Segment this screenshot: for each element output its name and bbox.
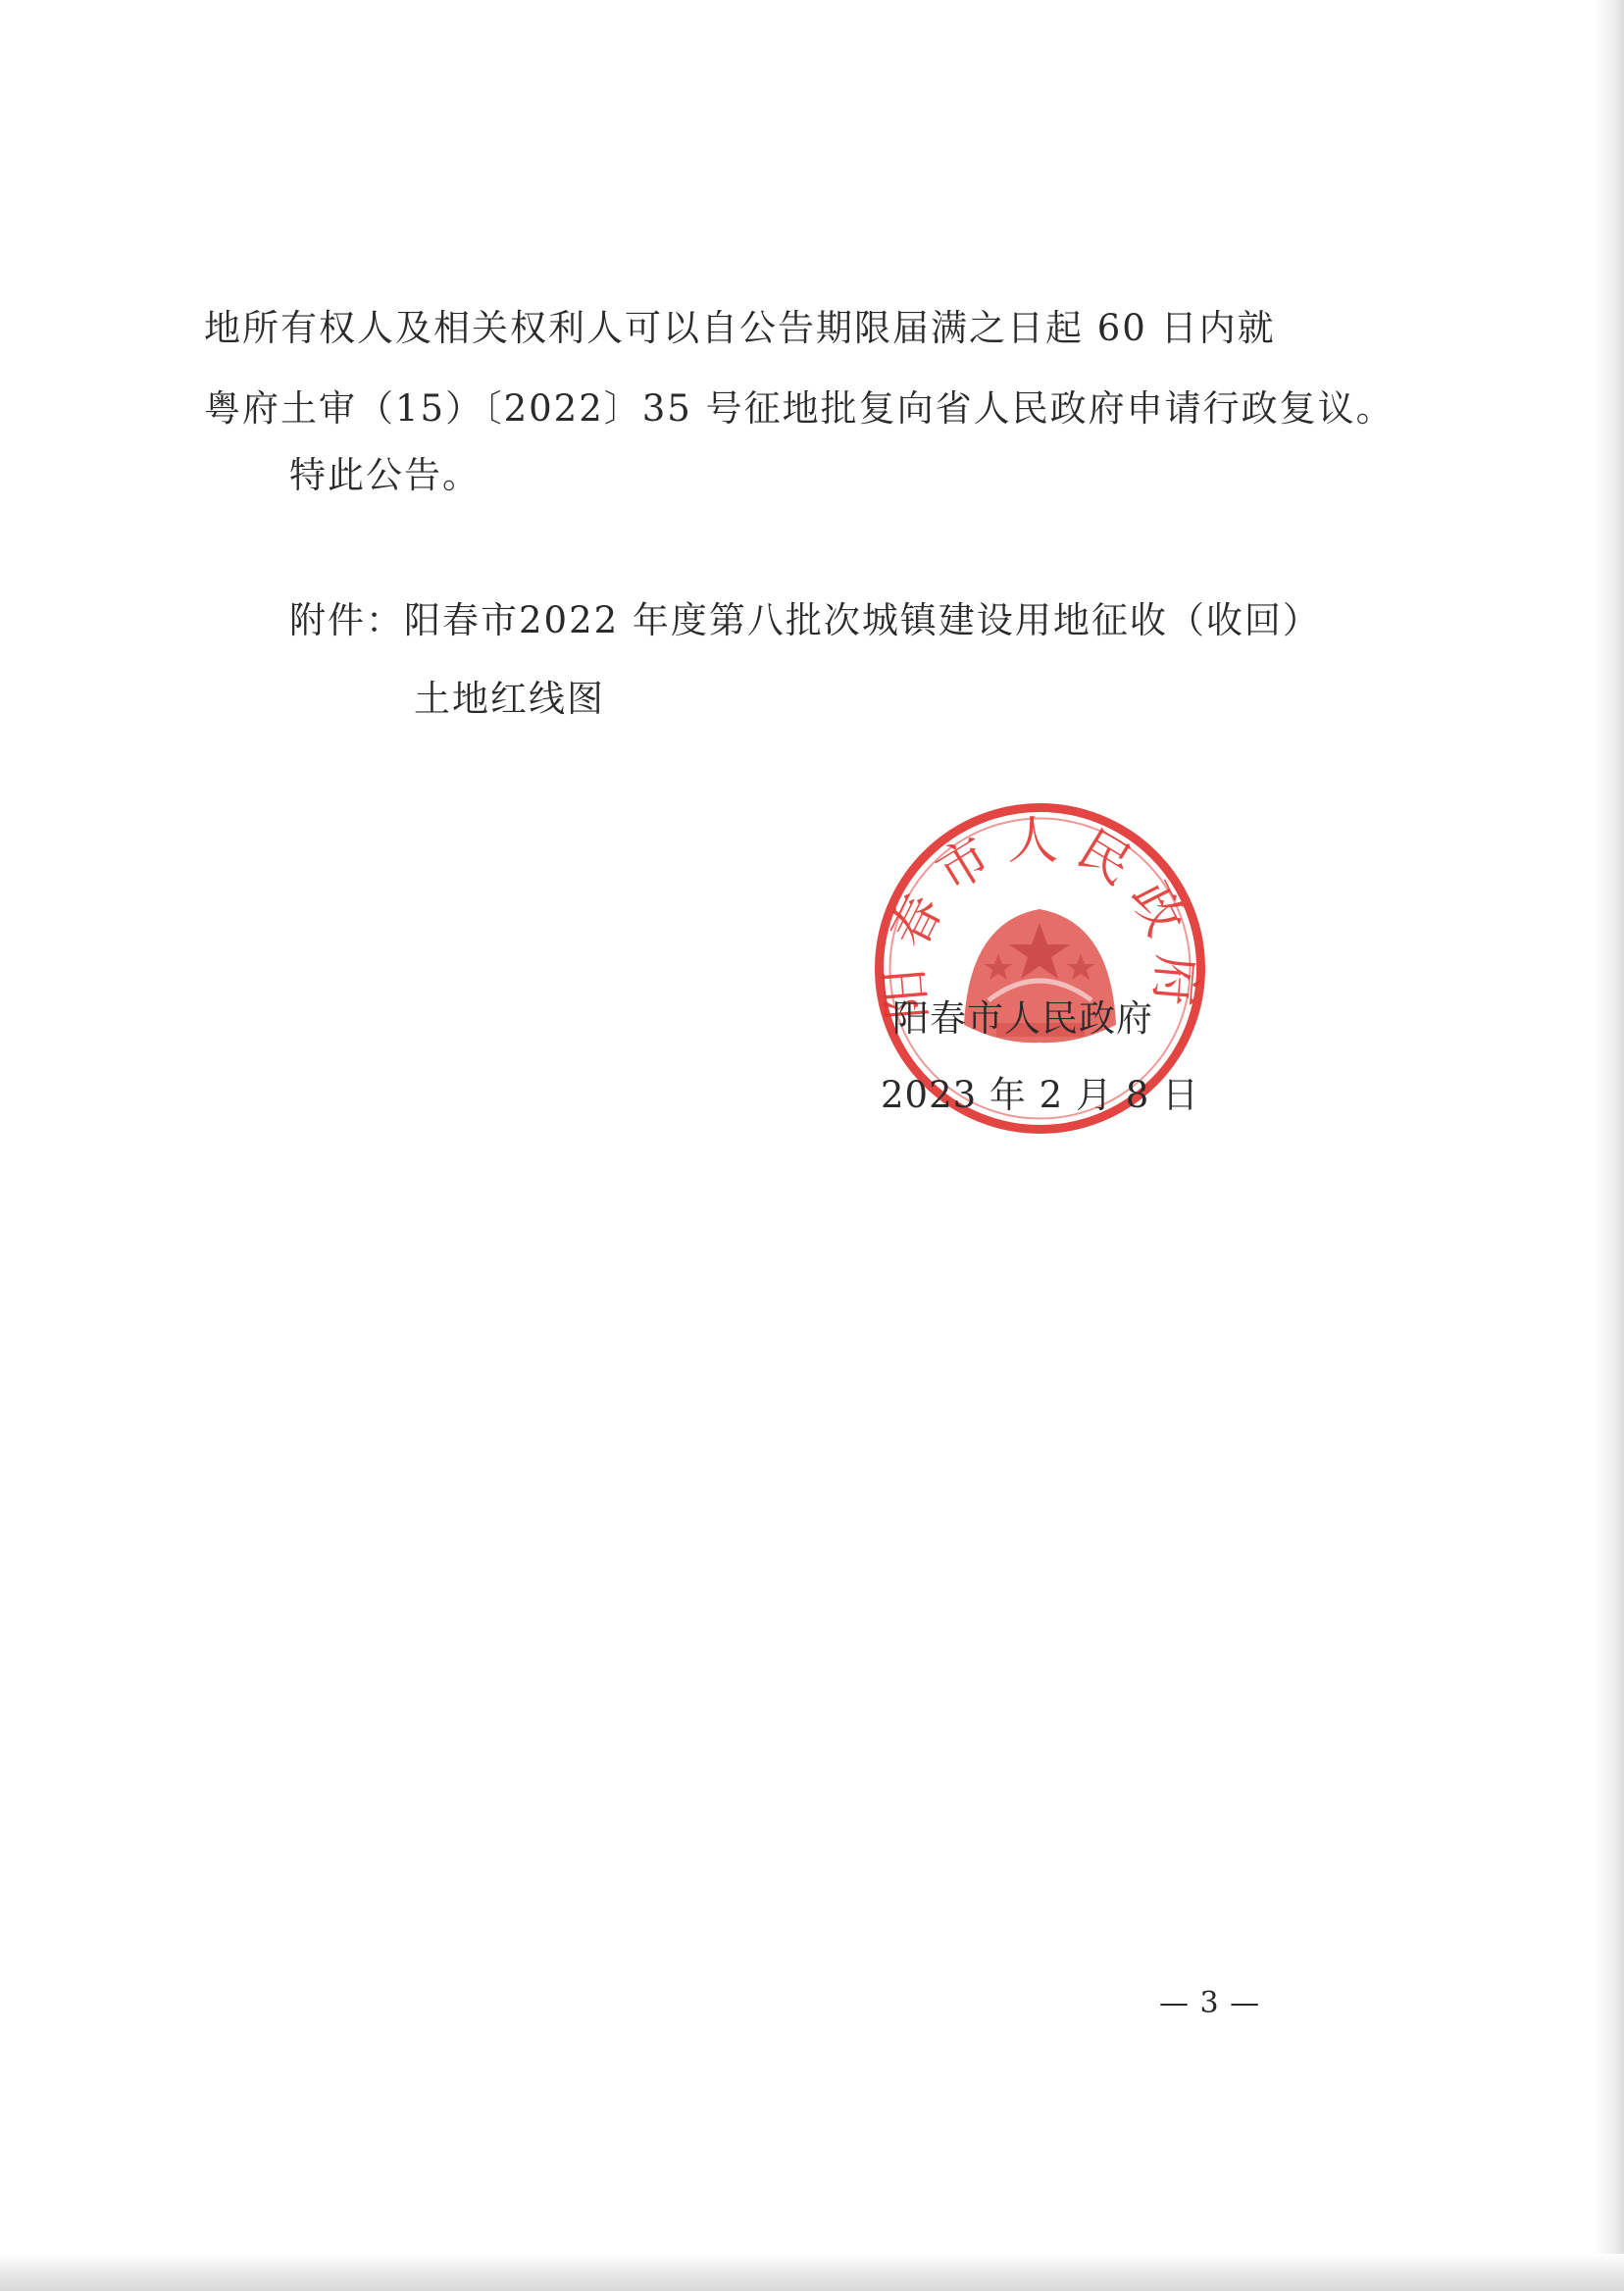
signature-date: 2023 年 2 月 8 日	[881, 1074, 1200, 1116]
closing-line: 特此公告。	[289, 454, 481, 496]
seal-arc-text: 阳春市人民政府	[874, 812, 1206, 1022]
body-line-1: 地所有权人及相关权利人可以自公告期限届满之日起 60 日内就	[204, 307, 1276, 349]
attachment-line-2: 土地红线图	[414, 678, 605, 720]
attachment-line-1: 附件：阳春市2022 年度第八批次城镇建设用地征收（收回）	[289, 599, 1321, 641]
body-line-2: 粤府土审（15）〔2022〕35 号征地批复向省人民政府申请行政复议。	[204, 387, 1395, 430]
page-number: — 3 —	[1159, 1986, 1261, 2020]
scan-edge-right	[1595, 0, 1624, 2291]
signature-organization: 阳春市人民政府	[892, 997, 1153, 1040]
scan-edge-bottom	[0, 2254, 1624, 2291]
